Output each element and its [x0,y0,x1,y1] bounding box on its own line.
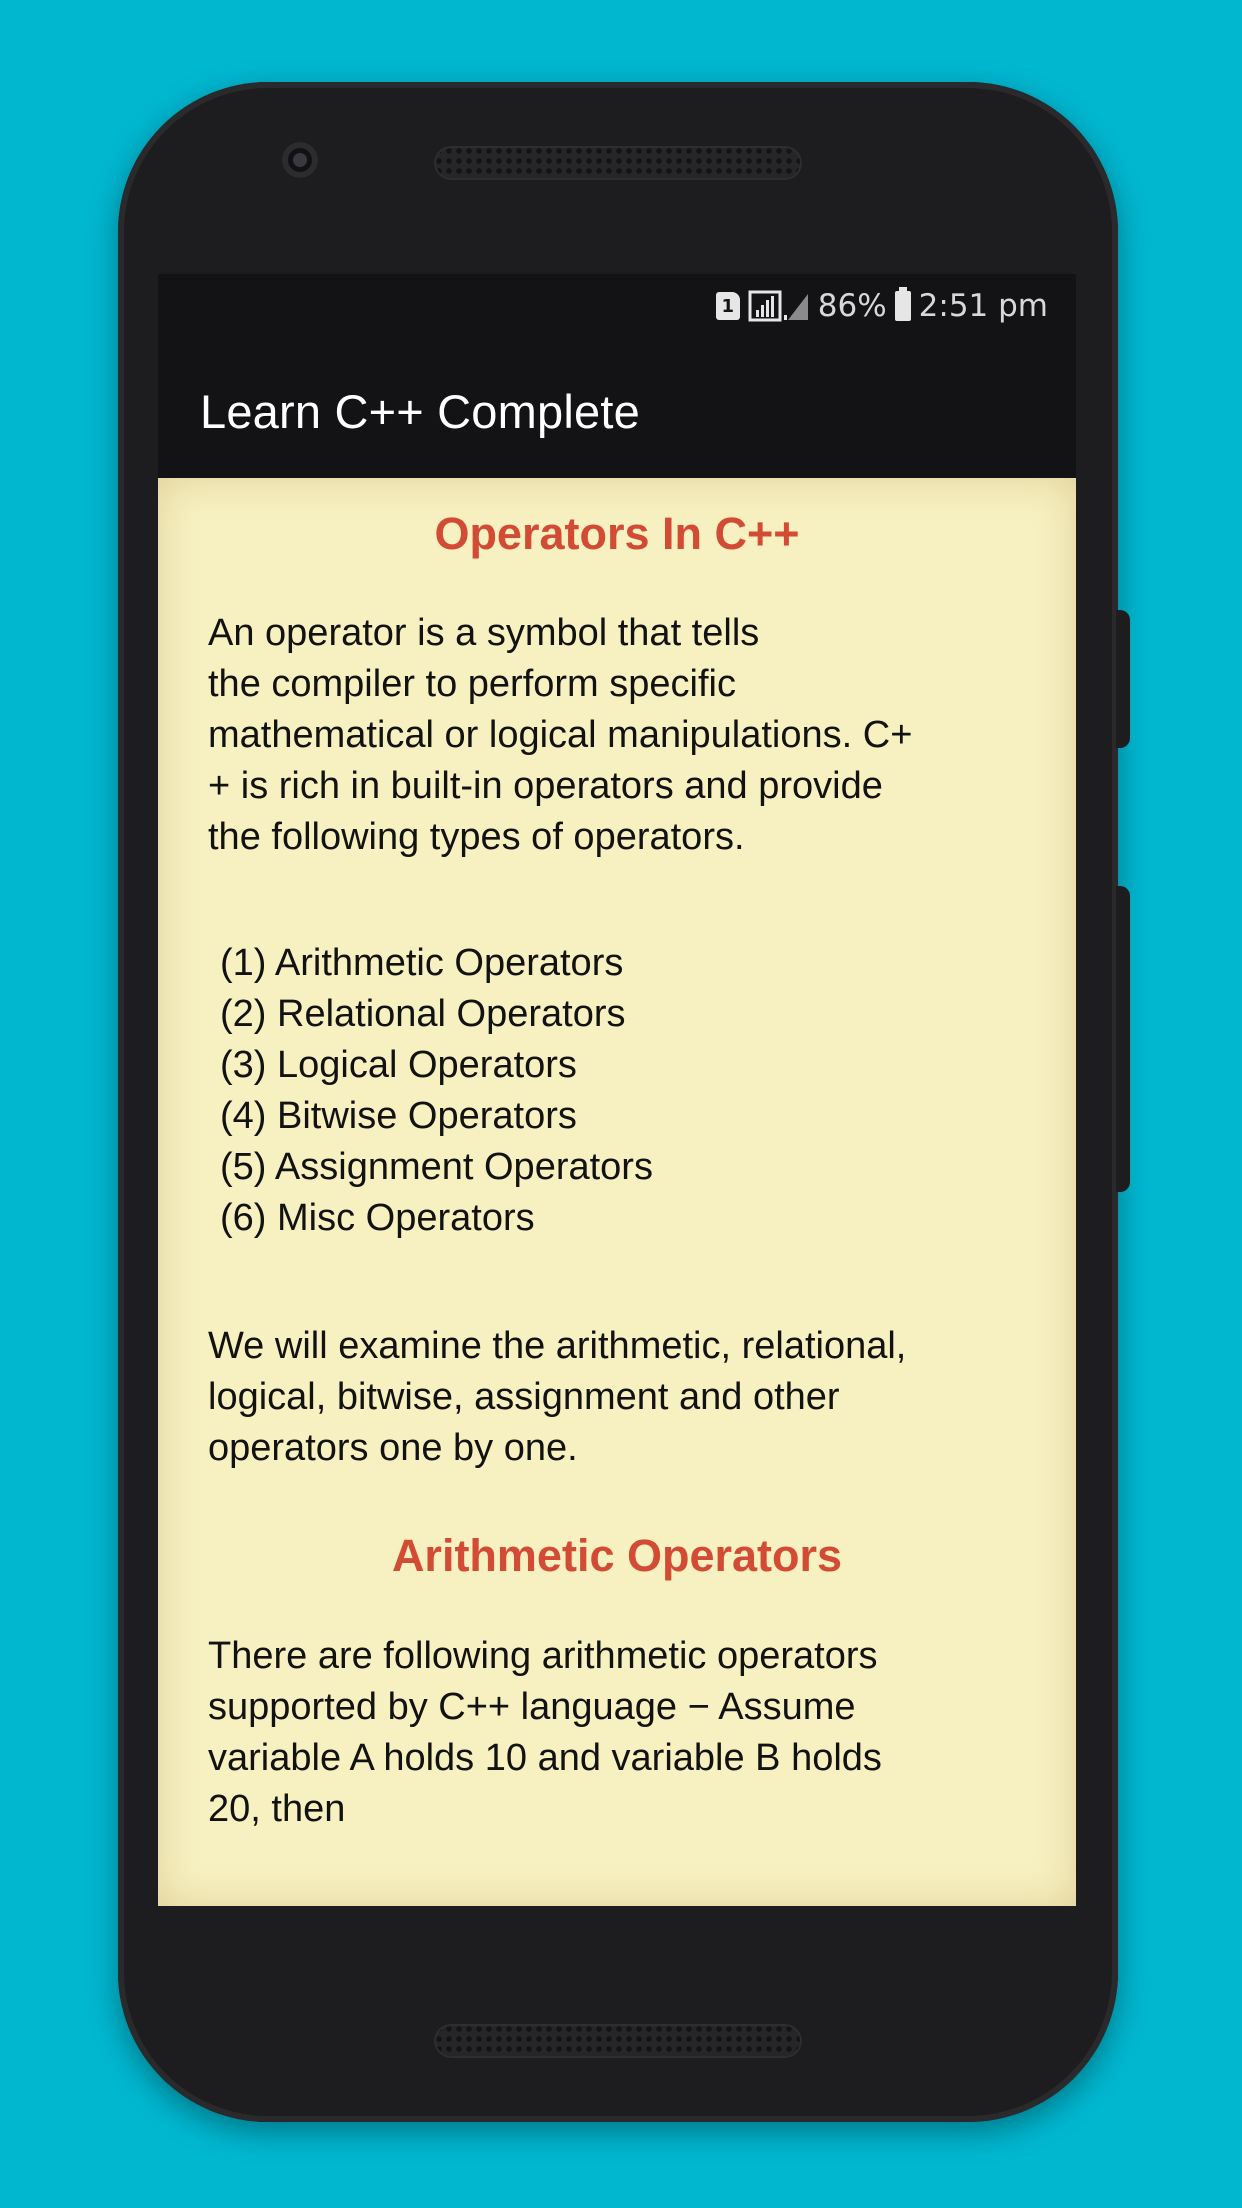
list-item: (2) Relational Operators [220,993,626,1035]
status-indicators [716,286,1048,326]
content-area[interactable] [158,478,1076,1906]
volume-button [1116,610,1130,748]
list-item: (3) Logical Operators [220,1044,577,1086]
list-item: (4) Bitwise Operators [220,1095,577,1137]
heading-arithmetic: Arithmetic Operators [391,1530,843,1581]
list-item: (5) Assignment Operators [220,1146,653,1188]
operator-types-list [220,938,653,1244]
front-camera [282,142,318,178]
signal-icon [748,290,810,322]
examine-paragraph: We will examine the arithmetic, relational, logical, bitwise, assignment and other operators one by one. [208,1325,907,1469]
status-bar [158,274,1076,338]
app-title: Learn C++ Complete [200,385,640,438]
clock: 2:51 pm [918,288,1048,324]
bottom-speaker [434,2024,802,2058]
sim-icon: 1 [716,292,740,320]
earpiece-speaker [434,146,802,180]
intro-paragraph: An operator is a symbol that tells the compiler to perform specific mathematical or logical manipulations. C+ + is rich in built-in operators and provide the following types of operators. [208,612,913,858]
screen [158,274,1076,1906]
heading-operators: Operators In C++ [434,508,800,559]
app-bar [158,338,1076,478]
power-button [1116,886,1130,1192]
arithmetic-paragraph: There are following arithmetic operators supported by C++ language − Assume variable A holds 10 and variable B holds 20, then [208,1635,882,1830]
list-item: (1) Arithmetic Operators [220,942,624,984]
battery-percent: 86% [817,288,887,324]
list-item: (6) Misc Operators [220,1197,535,1239]
battery-icon [895,291,911,321]
